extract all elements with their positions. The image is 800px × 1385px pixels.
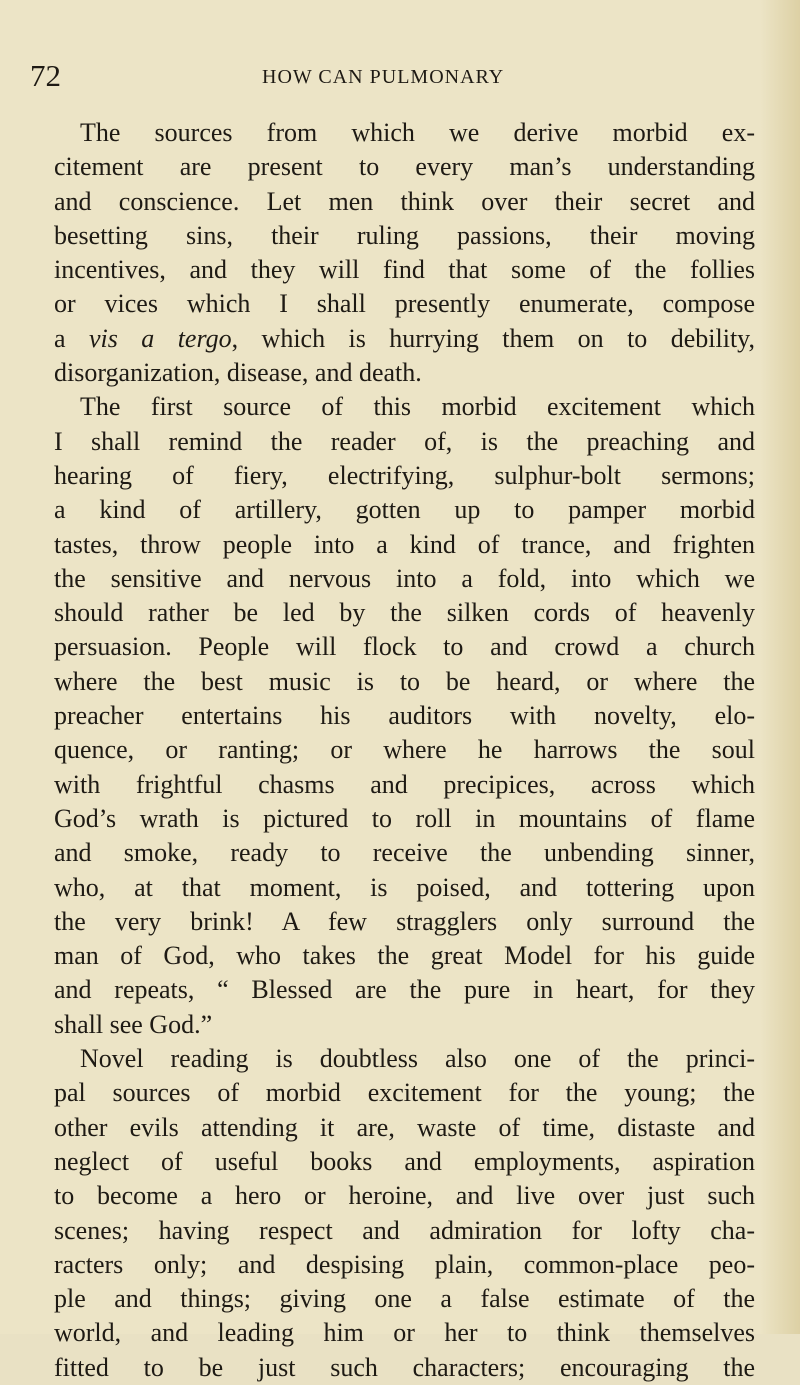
text-line: hearing of fiery, electrifying, sulphur-bolt sermons; (54, 460, 755, 490)
text-line: The sources from which we derive morbid ex- (80, 118, 755, 147)
text-line: shall see God.” (54, 1009, 213, 1039)
page-edge-shadow (760, 0, 800, 1334)
text-line: a kind of artillery, gotten up to pamper morbid (54, 495, 755, 525)
text-line: The first source of this morbid excitement which (80, 392, 755, 422)
latin-phrase: vis a tergo (88, 323, 232, 353)
text-line: where the best music is to be heard, or where the (54, 666, 755, 696)
text-line: fitted to be just such characters; encouraging the (54, 1352, 755, 1382)
text-line: to become a hero or heroine, and live over just such (54, 1181, 755, 1211)
text-line: neglect of useful books and employments, aspiration (54, 1146, 755, 1176)
text-line: and smoke, ready to receive the unbending sinner, (54, 838, 755, 868)
text-line: scenes; having respect and admiration for lofty cha- (54, 1215, 755, 1245)
text-line: the very brink! A few stragglers only surround the (54, 906, 755, 936)
text-line: ple and things; giving one a false estimate of the (54, 1284, 755, 1314)
text-line: man of God, who takes the great Model for his guide (54, 941, 755, 971)
text-line: and repeats, “ Blessed are the pure in heart, for they (54, 975, 755, 1005)
running-title: HOW CAN PULMONARY (262, 66, 505, 88)
text-fragment: , which is hurrying them on to debility, (231, 323, 755, 353)
text-line: preacher entertains his auditors with novelty, elo- (54, 701, 755, 731)
text-line: disorganization, disease, and death. (54, 358, 422, 388)
text-fragment: a (54, 323, 89, 353)
text-line: God’s wrath is pictured to roll in mountains of flame (54, 803, 755, 833)
text-line: and conscience. Let men think over their secret and (54, 186, 755, 216)
text-line: who, at that moment, is poised, and tottering upon (54, 872, 755, 902)
text-line: should rather be led by the silken cords of heavenly (54, 598, 755, 628)
text-line: or vices which I shall presently enumerate, compose (54, 289, 755, 319)
text-line: Novel reading is doubtless also one of the princi- (80, 1044, 755, 1074)
page-number: 72 (30, 58, 61, 93)
text-line: persuasion. People will flock to and crowd a church (54, 632, 755, 662)
text-line: I shall remind the reader of, is the preaching and (54, 426, 755, 456)
text-line (54, 322, 755, 356)
text-line: citement are present to every man’s understanding (54, 152, 755, 182)
text-line: world, and leading him or her to think themselves (54, 1318, 755, 1348)
running-head (30, 56, 760, 96)
text-line: racters only; and despising plain, common-place peo- (54, 1249, 755, 1279)
text-line: tastes, throw people into a kind of trance, and frighten (54, 529, 755, 559)
text-line: pal sources of morbid excitement for the young; the (54, 1078, 755, 1108)
text-line: other evils attending it are, waste of time, distaste and (54, 1112, 755, 1142)
text-line: incentives, and they will find that some of the follies (54, 255, 755, 285)
text-line: quence, or ranting; or where he harrows the soul (54, 735, 755, 765)
text-line: with frightful chasms and precipices, across which (54, 769, 755, 799)
body-text (54, 116, 755, 1385)
text-line: besetting sins, their ruling passions, their moving (54, 220, 755, 250)
text-line: the sensitive and nervous into a fold, into which we (54, 563, 755, 593)
